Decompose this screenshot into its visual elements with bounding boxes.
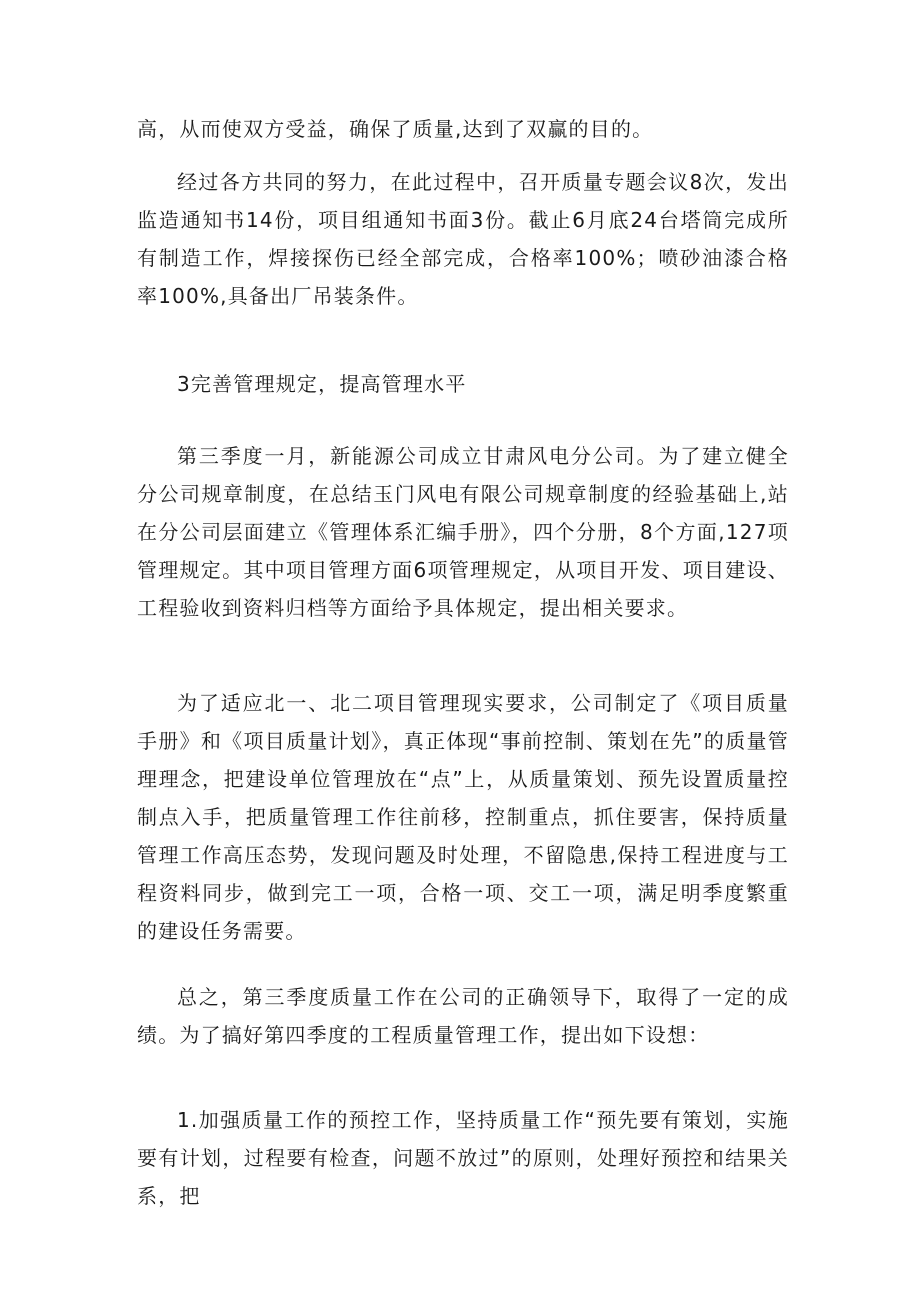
paragraph-plan-item-1: 1.加强质量工作的预控工作，坚持质量工作“预先要有策划，实施要有计划，过程要有检查，问题不放过”的原则，处理好预控和结果关系，把 — [137, 1108, 789, 1208]
section-heading: 3完善管理规定，提高管理水平 — [177, 372, 467, 396]
paragraph-management-rules: 第三季度一月，新能源公司成立甘肃风电分公司。为了建立健全分公司规章制度，在总结玉门风电有限公司规章制度的经验基础上,站在分公司层面建立《管理体系汇编手册》，四个分册，8个方面,127项管理规定。其中项目管理方面6项管理规定，从项目开发、项目建设、工程验收到资料归档等方面给予具体规定，提出相关要求。 — [137, 444, 789, 620]
paragraph-inspection-results: 经过各方共同的努力，在此过程中，召开质量专题会议8次，发出监造通知书14份，项目组通知书面3份。截止6月底24台塔筒完成所有制造工作，焊接探伤已经全部完成，合格率100%；喷砂油漆合格率100%,具备出厂吊装条件。 — [137, 170, 789, 308]
paragraph-continuation: 高，从而使双方受益，确保了质量,达到了双赢的目的。 — [137, 117, 654, 141]
paragraph-quality-manual: 为了适应北一、北二项目管理现实要求，公司制定了《项目质量手册》和《项目质量计划》，真正体现“事前控制、策划在先”的质量管理理念，把建设单位管理放在“点”上，从质量策划、预先设置质量控制点入手，把质量管理工作往前移，控制重点，抓住要害，保持质量管理工作高压态势，发现问题及时处理，不留隐患,保持工程进度与工程资料同步，做到完工一项，合格一项、交工一项，满足明季度繁重的建设任务需要。 — [137, 691, 789, 943]
paragraph-summary: 总之，第三季度质量工作在公司的正确领导下，取得了一定的成绩。为了搞好第四季度的工程质量管理工作，提出如下设想： — [137, 985, 789, 1047]
